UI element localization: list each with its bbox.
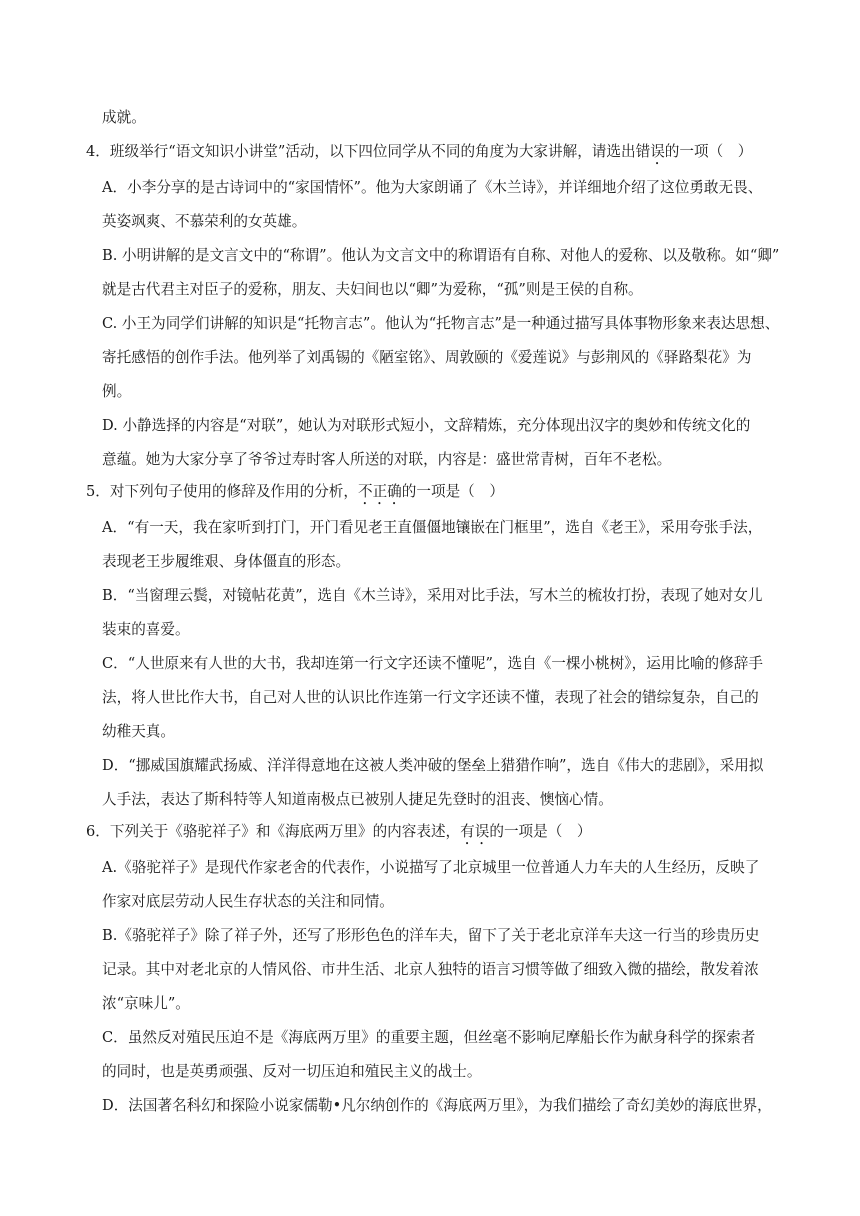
q6-option-d: D．法国著名科幻和探险小说家儒勒•凡尔纳创作的《海底两万里》，为我们描绘了奇幻美妙的海底世界， (102, 1097, 772, 1114)
q5-option-a-cont: 表现老王步履维艰、身体僵直的形态。 (102, 553, 351, 570)
q5-option-b-cont: 装束的喜爱。 (102, 621, 190, 638)
question-4-emphasis: 误 (650, 143, 665, 160)
question-5-stem (86, 482, 504, 508)
question-6-stem (86, 822, 592, 848)
q5-option-c-cont2: 幼稚天真。 (102, 723, 175, 740)
question-4-stem-end: 的一项（ ） (664, 143, 753, 160)
question-5-stem-text: 5．对下列句子使用的修辞及作用的分析， (86, 483, 358, 500)
q4-option-d-cont: 意蕴。她为大家分享了爷爷过寿时客人所送的对联，内容是：盛世常青树，百年不老松。 (102, 451, 672, 468)
question-4-stem (86, 142, 752, 168)
paragraph-continuation: 成就。 (102, 109, 146, 126)
q4-option-d: D. 小静选择的内容是“对联”，她认为对联形式短小，文辞精炼，充分体现出汉字的奥妙和传统文化的 (102, 417, 751, 434)
question-6-stem-text: 6．下列关于《骆驼祥子》和《海底两万里》的内容表述， (86, 823, 461, 840)
q4-option-c-cont: 寄托感悟的创作手法。他列举了刘禹锡的《陋室铭》、周敦颐的《爱莲说》与彭荆风的《驿路梨花》为 (102, 349, 752, 366)
q5-option-d-cont: 人手法，表达了斯科特等人知道南极点已被别人捷足先登时的沮丧、懊恼心情。 (102, 791, 613, 808)
q5-option-a: A．“有一天，我在家听到打门，开门看见老王直僵僵地镶嵌在门框里”，选自《老王》，采用夸张手法， (102, 519, 763, 536)
q6-option-b-cont2: 浓“京味儿”。 (102, 995, 190, 1012)
q6-option-b: B.《骆驼祥子》除了祥子外，还写了形形色色的洋车夫，留下了关于老北京洋车夫这一行当的珍贵历史 (102, 927, 760, 944)
q4-option-c-cont2: 例。 (102, 383, 132, 400)
question-6-stem-end: 的一项是（ ） (489, 823, 592, 840)
question-4-stem-text: 4．班级举行“语文知识小讲堂”活动，以下四位同学从不同的角度为大家讲解，请选出错 (86, 143, 651, 160)
q4-option-b-cont: 就是古代君主对臣子的爱称，朋友、夫妇间也以“卿”为爱称，“孤”则是王侯的自称。 (102, 281, 643, 298)
q6-option-c-cont: 的同时，也是英勇顽强、反对一切压迫和殖民主义的战士。 (102, 1063, 482, 1080)
q6-option-c: C．虽然反对殖民压迫不是《海底两万里》的重要主题，但丝毫不影响尼摩船长作为献身科学的探索者 (102, 1029, 756, 1046)
question-6-emphasis: 有误 (460, 823, 490, 840)
q5-option-b: B．“当窗理云鬓，对镜帖花黄”，选自《木兰诗》，采用对比手法，写木兰的梳妆打扮，表现了她对女儿 (102, 587, 763, 604)
q5-option-c: C．“人世原来有人世的大书，我却连第一行文字还读不懂呢”，选自《一棵小桃树》，运用比喻的修辞手 (102, 655, 763, 672)
q5-option-c-cont: 法，将人世比作大书，自己对人世的认识比作连第一行文字还读不懂，表现了社会的错综复杂，自己的 (102, 689, 759, 706)
question-5-stem-end: 的一项是（ ） (401, 483, 504, 500)
q6-option-b-cont: 记录。其中对老北京的人情风俗、市井生活、北京人独特的语言习惯等做了细致入微的描绘，散发着浓 (102, 961, 759, 978)
q5-option-d: D．“挪威国旗耀武扬威、洋洋得意地在这被人类冲破的堡垒上猎猎作响”，选自《伟大的悲剧》，采用拟 (102, 757, 764, 774)
q4-option-b: B. 小明讲解的是文言文中的“称谓”。他认为文言文中的称谓语有自称、对他人的爱称、以及敬称。如“卿” (102, 247, 780, 264)
q4-option-a: A．小李分享的是古诗词中的“家国情怀”。他为大家朗诵了《木兰诗》，并详细地介绍了这位勇敢无畏、 (102, 179, 763, 196)
question-5-emphasis: 不正确 (357, 483, 402, 500)
q4-option-c: C. 小王为同学们讲解的知识是“托物言志”。他认为“托物言志”是一种通过描写具体事物形象来表达思想、 (102, 315, 780, 332)
q6-option-a-cont: 作家对底层劳动人民生存状态的关注和同情。 (102, 893, 394, 910)
q4-option-a-cont: 英姿飒爽、不慕荣利的女英雄。 (102, 213, 307, 230)
q6-option-a: A.《骆驼祥子》是现代作家老舍的代表作，小说描写了北京城里一位普通人力车夫的人生经历，反映了 (102, 859, 760, 876)
